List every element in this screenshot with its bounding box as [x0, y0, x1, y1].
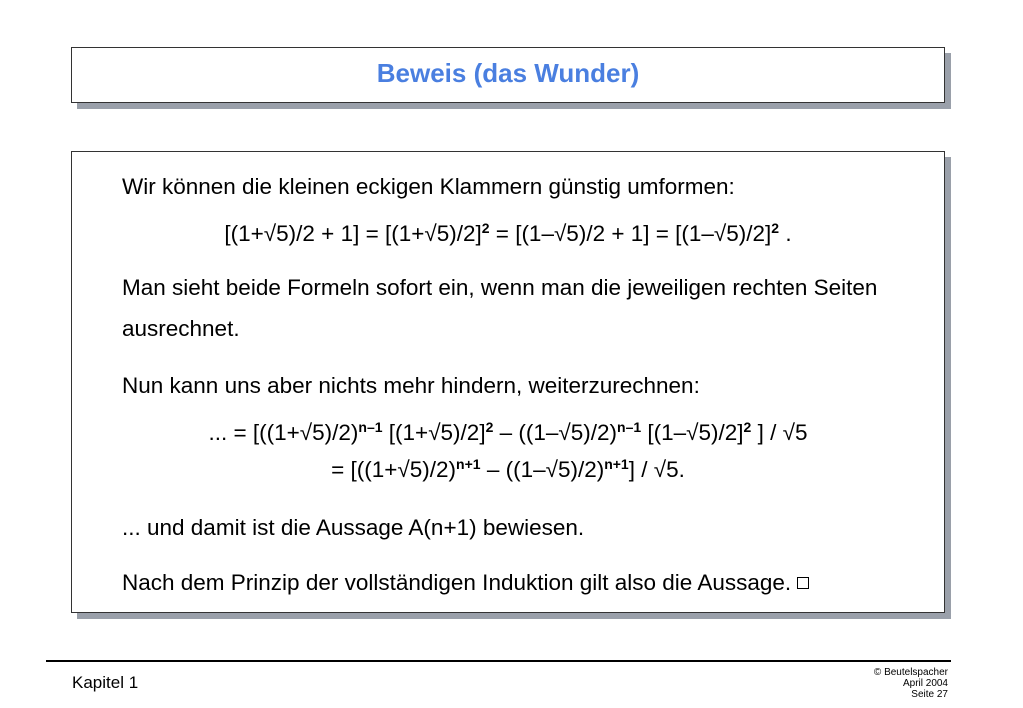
formula-square-identity — [72, 221, 944, 247]
qed-box-icon — [797, 577, 809, 589]
formula-step-2 — [72, 457, 944, 483]
formula2-exp-c: n–1 — [617, 419, 642, 435]
footer-credits — [874, 667, 948, 700]
footer-chapter: Kapitel 1 — [72, 673, 139, 692]
formula1-part-a: [(1+√5)/2 + 1] = [(1+√5)/2] — [224, 221, 482, 246]
footer-copyright: © Beutelspacher — [873, 667, 948, 678]
formula3-exp-b: n+1 — [604, 456, 629, 472]
formula3-part-a: = [((1+√5)/2) — [331, 457, 457, 482]
formula1-exp-a: 2 — [481, 220, 490, 236]
formula1-part-c: . — [779, 221, 792, 246]
formula-step-1 — [72, 420, 944, 446]
footer-divider — [46, 660, 951, 662]
formula2-part-d: [(1–√5)/2] — [641, 420, 744, 445]
paragraph-continue: Nun kann uns aber nichts mehr hindern, weiterzurechnen: — [122, 373, 700, 398]
formula3-exp-a: n+1 — [456, 456, 481, 472]
formula2-exp-a: n–1 — [358, 419, 383, 435]
paragraph-explanation: Man sieht beide Formeln sofort ein, wenn man die jeweiligen rechten Seiten ausrechnet. — [122, 275, 878, 341]
paragraph-conclusion: ... und damit ist die Aussage A(n+1) bewiesen. — [122, 515, 585, 540]
content-box — [71, 151, 945, 613]
slide-title: Beweis (das Wunder) — [376, 58, 640, 88]
footer-date: April 2004 — [902, 678, 948, 689]
footer-page-number: Seite 27 — [911, 689, 948, 700]
title-box — [71, 47, 945, 103]
formula3-part-c: ] / √5. — [628, 457, 685, 482]
formula1-part-b: = [(1–√5)/2 + 1] = [(1–√5)/2] — [489, 221, 772, 246]
formula2-part-b: [(1+√5)/2] — [382, 420, 486, 445]
paragraph-induction — [122, 562, 924, 603]
formula2-part-c: – ((1–√5)/2) — [493, 420, 618, 445]
formula2-part-e: ] / √5 — [751, 420, 808, 445]
induction-text: Nach dem Prinzip der vollständigen Induktion gilt also die Aussage. — [122, 570, 792, 595]
formula2-part-a: ... = [((1+√5)/2) — [208, 420, 359, 445]
formula1-exp-b: 2 — [771, 220, 780, 236]
paragraph-intro: Wir können die kleinen eckigen Klammern günstig umformen: — [122, 174, 735, 199]
formula2-exp-d: 2 — [743, 419, 752, 435]
formula3-part-b: – ((1–√5)/2) — [480, 457, 605, 482]
formula2-exp-b: 2 — [485, 419, 494, 435]
